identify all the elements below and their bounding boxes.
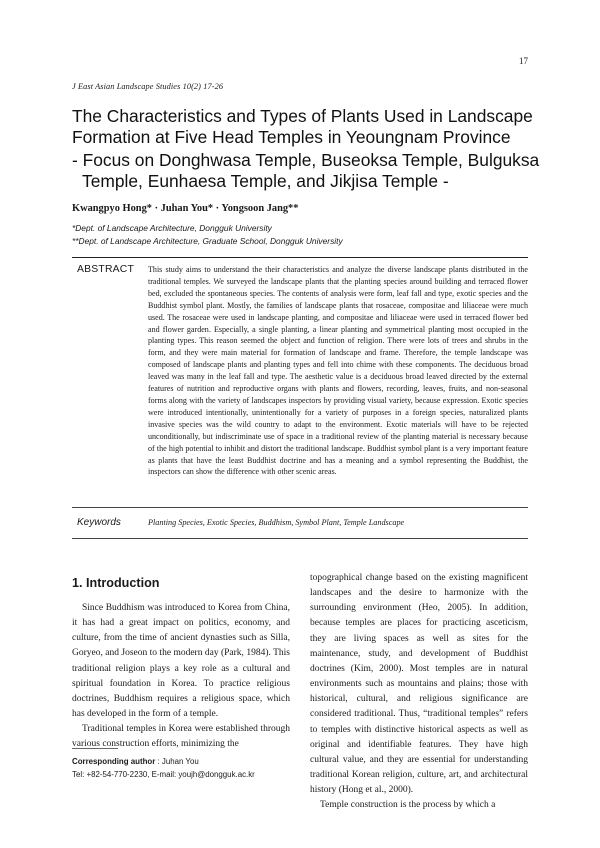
abstract-label: ABSTRACT xyxy=(77,264,135,275)
corresponding-author-label: Corresponding author xyxy=(72,757,156,766)
journal-citation: J East Asian Landscape Studies 10(2) 17-26 xyxy=(72,82,224,91)
affiliation-2: **Dept. of Landscape Architecture, Graduate School, Dongguk University xyxy=(72,236,343,246)
left-column xyxy=(72,601,290,753)
left-paragraph-2: Traditional temples in Korea were established through various construction efforts, minimizing the xyxy=(72,724,290,750)
left-paragraph-1: Since Buddhism was introduced to Korea from China, it has had a great impact on politics, economy, and culture, from the time of ancient dynasties such as Silla, Goryeo, and Joseon to the modern day (Park, 1984). This traditional religion plays a key role as a cultural and spiritual foundation in Korea. To practice religious doctrines, Buddhism requires a religious space, which has developed in the form of a temple. xyxy=(72,603,290,720)
page-number: 17 xyxy=(519,56,528,66)
keywords-top-rule xyxy=(72,507,528,508)
footnote-rule xyxy=(72,748,118,749)
right-paragraph-1: topographical change based on the existing magnificent landscapes and the desire to harmonize with the surrounding environment (Heo, 2005). In addition, because temples are places for practicing asceticism, they are living spaces as well as sites for the maintenance, study, and development of Buddhist doctrines (Kim, 2000). Most temples are in natural environments such as mountains and plains; those with historical, cultural, and religious significance are considered traditional. Thus, “traditional temples” refers to temples with distinctive historical aspects as well as original and identifiable features. They have high cultural value, and they are essential for understanding traditional Korean religion, culture, art, and architectural history (Hong et al., 2000). xyxy=(310,573,528,796)
abstract-top-rule xyxy=(72,257,528,258)
right-column xyxy=(310,571,528,814)
keywords-list: Planting Species, Exotic Species, Buddhism, Symbol Plant, Temple Landscape xyxy=(148,518,405,527)
abstract-body: This study aims to understand the their characteristics and analyze the diverse landscape plants distributed in the traditional temples. We surveyed the landscape plants that the planting species around building and terraced flower bed, excluded the spontaneous species. The contents of analysis were form, leaf fall and type, exotic species and the Buddhist symbol plant. Mostly, the families of landscape plants that rosaceae, compositae and liliaceae were much used. The rosaceae were used in landscape planting, and compositae and liliaceae were used in terraced flower bed and flower garden. Especially, a single planting, a linear planting and symmetrical planting most occupied in the planting types. This reason seemed the object and function of religion. There were lots of trees and shrubs in the form, and they were main material for formation of landscape and frame. Therefore, the temple landscape was composed of landscape plants and planting types and fell into chime with these components. The deciduous broad leaved was many in the leaf fall and type. The aesthetic value is a deciduous broad leaved directed by the external features of nutrition and reproductive organs with plants and flowers, recording, leaves, fruits, and non-seasonal forms along with the variety of landscapes inspectors by providing visual variety, because expression. Exotic species were introduced intentionally, unintentionally for a variety of purposes in a foreign species, naturalized plants invasive species was the wild country to adapt to the environment. Exotic materials will have to be rejected unconditionally, but indiscriminate use of space in a traditional review of the planting material is necessary because of the high potential to inhibit and distort the traditional landscape. Buddhist symbol plant is a very important feature as plants that have the least Buddhist doctrine and has a meaning and a symbol representing the Buddhist, the inspectors can show the difference with other scenic areas. xyxy=(148,265,528,477)
contact-info: Tel: +82-54-770-2230, E-mail: youjh@dongguk.ac.kr xyxy=(72,770,255,779)
section-heading-introduction: 1. Introduction xyxy=(72,576,160,590)
keywords-bottom-rule xyxy=(72,538,528,539)
paper-title: The Characteristics and Types of Plants Used in Landscape Formation at Five Head Temples in Yeoungnam Province xyxy=(72,106,533,147)
corresponding-author-name: : Juhan You xyxy=(157,757,199,766)
corresponding-author xyxy=(72,757,199,766)
right-paragraph-2: Temple construction is the process by which a xyxy=(320,800,496,811)
paper-subtitle xyxy=(72,150,542,192)
keywords-label: Keywords xyxy=(77,517,121,528)
affiliation-1: *Dept. of Landscape Architecture, Dongguk University xyxy=(72,223,272,233)
subtitle-line-1: - Focus on Donghwasa Temple, Buseoksa Temple, Bulguksa xyxy=(72,150,540,170)
subtitle-line-2: Temple, Eunhaesa Temple, and Jikjisa Temple - xyxy=(82,171,449,191)
author-list: Kwangpyo Hong* · Juhan You* · Yongsoon Jang** xyxy=(72,203,299,214)
